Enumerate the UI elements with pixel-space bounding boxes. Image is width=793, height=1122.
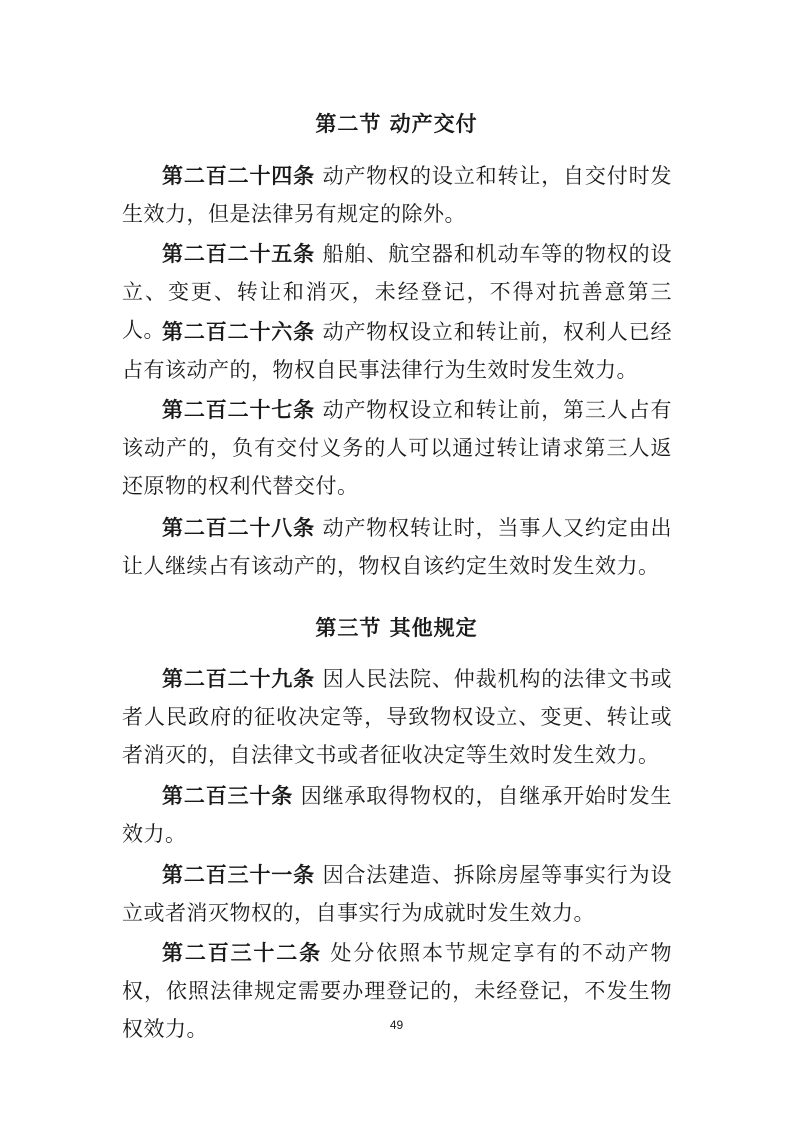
article-text: 动产物权设立和转让前，权利人已经占有该动产的，物权自民事法律行为生效时发生效力。	[122, 320, 672, 382]
article	[122, 509, 672, 585]
article-number: 第二百二十六条	[162, 320, 316, 344]
section-title: 第三节 其他规定	[315, 616, 478, 640]
article-text: 处分依照本节规定享有的不动产物权，依照法律规定需要办理登记的，未经登记，不发生物权效力。	[122, 941, 673, 1041]
article	[122, 157, 672, 233]
section-title: 第二节 动产交付	[315, 112, 478, 136]
article	[122, 660, 672, 774]
article-text: 动产物权的设立和转让，自交付时发生效力，但是法律另有规定的除外。	[122, 164, 672, 226]
article-number: 第二百三十二条	[162, 941, 322, 965]
article-text: 因人民法院、仲裁机构的法律文书或者人民政府的征收决定等，导致物权设立、变更、转让或者消灭的，自法律文书或者征收决定等生效时发生效力。	[122, 667, 672, 767]
article	[122, 391, 672, 505]
article-number: 第二百二十五条	[162, 242, 316, 266]
page-number: 49	[389, 1018, 404, 1032]
article-text: 船舶、航空器和机动车等的物权的设立、变更、转让和消灭，未经登记，不得对抗善意第三人。	[122, 242, 672, 342]
article-number: 第二百二十八条	[162, 516, 316, 540]
article	[122, 313, 672, 389]
article-text: 因继承取得物权的，自继承开始时发生效力。	[122, 784, 672, 846]
article-text: 动产物权转让时，当事人又约定由出让人继续占有该动产的，物权自该约定生效时发生效力。	[122, 516, 672, 578]
article-text: 因合法建造、拆除房屋等事实行为设立或者消灭物权的，自事实行为成就时发生效力。	[122, 863, 672, 925]
article-number: 第二百二十四条	[162, 164, 316, 188]
article	[122, 856, 672, 932]
article-number: 第二百二十九条	[162, 667, 316, 691]
article-text: 动产物权设立和转让前，第三人占有该动产的，负有交付义务的人可以通过转让请求第三人返还原物的权利代替交付。	[122, 398, 672, 498]
article-number: 第二百三十条	[162, 784, 294, 808]
article-number: 第二百三十一条	[162, 863, 316, 887]
article-number: 第二百二十七条	[162, 398, 316, 422]
article	[122, 777, 672, 853]
